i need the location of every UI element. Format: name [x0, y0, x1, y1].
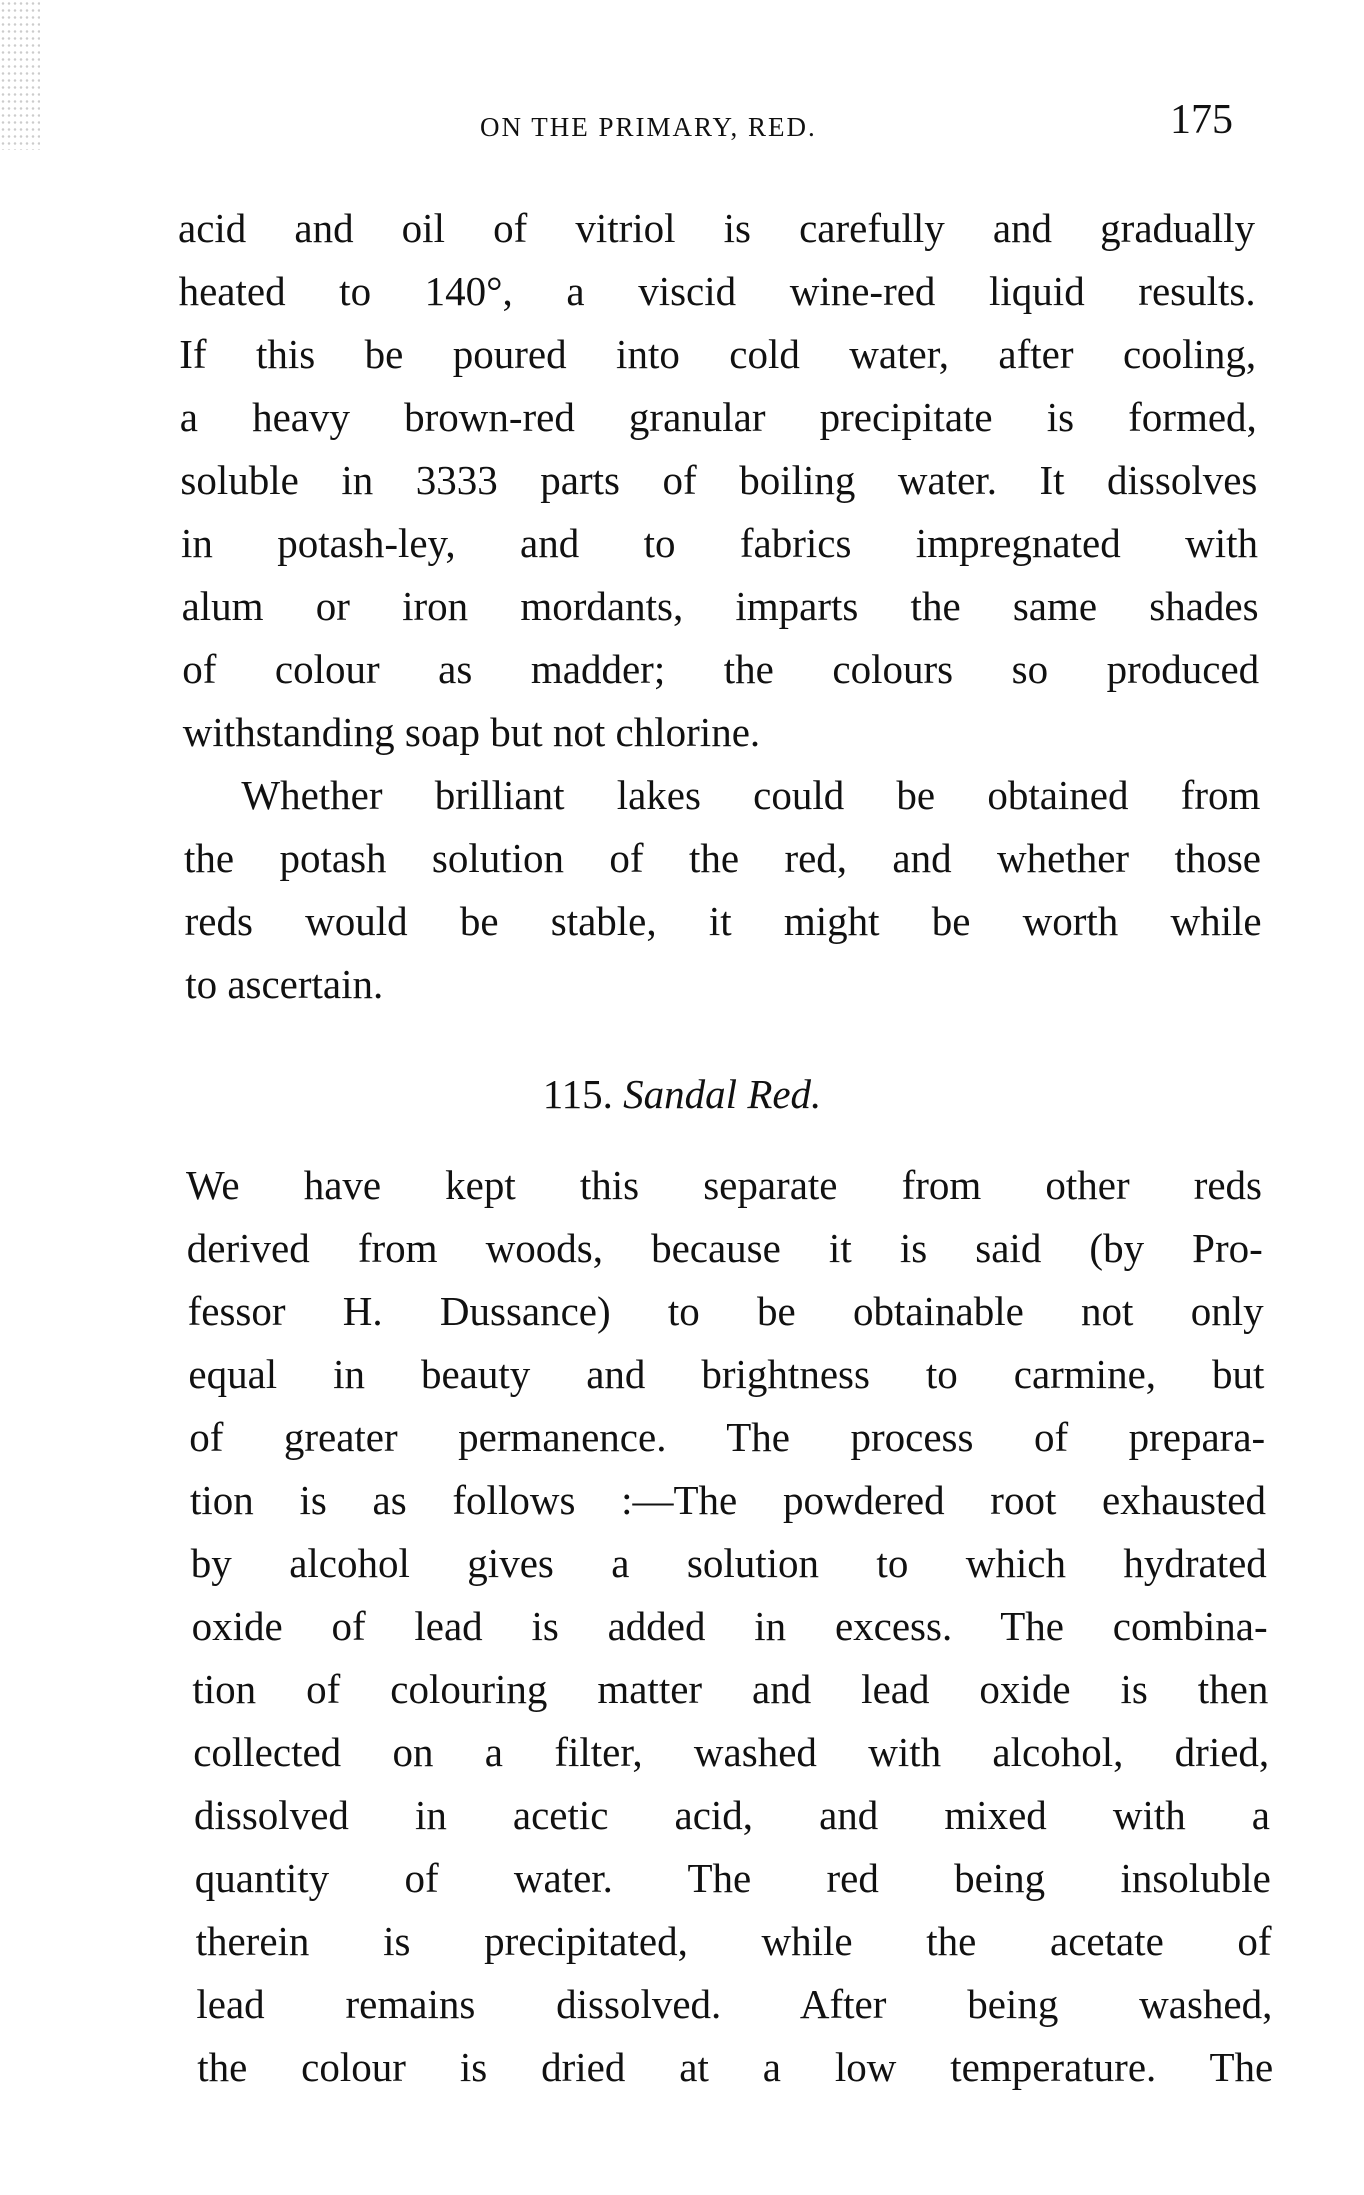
text-line: reds would be stable, it might be worth while [184, 898, 1262, 944]
text-line: by alcohol gives a solution to which hydrated [190, 1540, 1267, 1586]
text-line: of greater permanence. The process of prepara- [189, 1414, 1266, 1460]
text-line: heated to 140°, a viscid wine-red liquid results. [178, 268, 1256, 314]
text-line: tion is as follows :—The powdered root exhausted [190, 1477, 1266, 1523]
section-heading [0, 1070, 1364, 1118]
text-line: We have kept this separate from other reds [186, 1162, 1262, 1208]
section-number: 115. [542, 1071, 613, 1117]
text-line: a heavy brown-red granular precipitate is formed, [179, 394, 1257, 440]
section-title: Sandal Red. [623, 1071, 822, 1117]
text-line: the colour is dried at a low temperature. The [197, 2044, 1274, 2090]
text-line: quantity of water. The red being insoluble [194, 1855, 1271, 1901]
text-line: lead remains dissolved. After being washed, [196, 1981, 1273, 2027]
text-line: alum or iron mordants, imparts the same shades [181, 583, 1259, 629]
text-line: soluble in 3333 parts of boiling water. It dissolves [180, 457, 1258, 503]
text-line: of colour as madder; the colours so produced [182, 646, 1260, 692]
text-line: fessor H. Dussance) to be obtainable not only [187, 1288, 1264, 1334]
text-line: equal in beauty and brightness to carmine, but [188, 1351, 1265, 1397]
text-line: therein is precipitated, while the acetate of [195, 1918, 1272, 1964]
running-head: ON THE PRIMARY, RED. [480, 112, 817, 142]
text-line: If this be poured into cold water, after cooling, [179, 331, 1257, 377]
text-line: the potash solution of the red, and whether those [184, 835, 1261, 881]
page-number: 175 [1170, 97, 1233, 143]
text-line: acid and oil of vitriol is carefully and gradually [178, 205, 1255, 251]
text-line: withstanding soap but not chlorine. [182, 709, 761, 755]
text-line: dissolved in acetic acid, and mixed with a [194, 1792, 1270, 1838]
text-line: oxide of lead is added in excess. The combina- [191, 1603, 1268, 1649]
text-line: Whether brilliant lakes could be obtained from [241, 772, 1261, 818]
text-line: in potash-ley, and to fabrics impregnated with [181, 520, 1258, 566]
text-line: collected on a filter, washed with alcohol, dried, [193, 1729, 1270, 1775]
text-line: to ascertain. [185, 961, 384, 1007]
text-line: tion of colouring matter and lead oxide is then [192, 1666, 1269, 1712]
scan-edge-noise [0, 0, 40, 150]
text-line: derived from woods, because it is said (by Pro- [186, 1225, 1263, 1271]
